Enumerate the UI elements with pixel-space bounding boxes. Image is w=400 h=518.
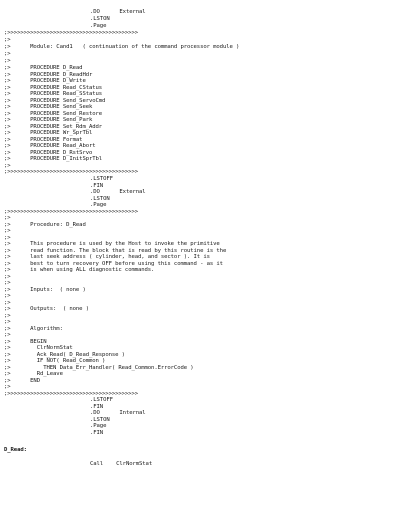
description-text: best to turn recovery OFF before using this command - as it <box>30 260 223 267</box>
procedure-row: ;> PROCEDURE Send_Park <box>4 117 93 123</box>
inputs-row: ;> Inputs: ( none ) <box>4 286 86 293</box>
description-row: ;> last seek address ( cylinder, head, and sector ). It is <box>4 254 210 260</box>
directive-line: .LSTON <box>90 416 110 423</box>
procedure-row: ;> PROCEDURE Read_Abort <box>4 143 96 149</box>
separator-line: ;>>>>>>>>>>>>>>>>>>>>>>>>>>>>>>>>>>>>>>>> <box>4 169 138 175</box>
algorithm-step-row: ;> THEN Data_Err_Handler( Read_Common.ErrorCode ) <box>4 364 194 371</box>
algorithm-step-row: ;> Rd_Leave <box>4 371 63 377</box>
algorithm-step: END <box>30 377 40 384</box>
procedure-decl: PROCEDURE Read_Abort <box>30 143 96 149</box>
comment-marker: ;> <box>4 228 11 234</box>
description-row: ;> is when using ALL diagnostic commands. <box>4 267 155 273</box>
procedure-decl: PROCEDURE Send_Park <box>30 117 93 123</box>
description-text: read function. The block that is read by this routine is the <box>30 247 227 254</box>
comment-marker: ;> <box>4 58 11 64</box>
comment-marker: ;> <box>4 273 11 280</box>
algorithm-step-row: ;> END <box>4 377 40 384</box>
procedure-row: ;> PROCEDURE Read_SStatus <box>4 91 103 97</box>
procedure-row: ;> PROCEDURE Read_CStatus <box>4 84 103 91</box>
comment-marker: ;> <box>4 312 11 319</box>
procedure-decl: PROCEDURE D_Read <box>30 65 83 71</box>
procedure-row: ;> PROCEDURE Send_ServoCmd <box>4 97 106 104</box>
description-text: last seek address ( cylinder, head, and sector ). It is <box>30 254 210 260</box>
directive-line: .DO External <box>90 9 146 15</box>
module-line: Module: Cand1 ( continuation of the command processor module ) <box>30 44 240 50</box>
procedure-row: ;> PROCEDURE Send_Seek <box>4 104 93 110</box>
procedure-decl: PROCEDURE D_RstSrvo <box>30 149 93 156</box>
comment-marker: ;> <box>4 37 11 43</box>
directive-line: .LSTON <box>90 195 110 202</box>
procedure-decl: PROCEDURE Send_Restore <box>30 110 103 117</box>
algorithm-step-row: ;> BEGIN <box>4 338 47 345</box>
procedure-title-row: ;> Procedure: D_Read <box>4 221 86 228</box>
procedure-decl: PROCEDURE Send_ServoCmd <box>30 97 106 104</box>
comment-marker: ;> <box>4 332 11 338</box>
procedure-decl: PROCEDURE D_ReadHdr <box>30 71 93 78</box>
outputs-text: Outputs: ( none ) <box>30 306 89 312</box>
algorithm-row: ;> Algorithm: <box>4 325 63 332</box>
directive-line: .FIN <box>90 182 104 189</box>
algorithm-step: Ack_Read( D_Read_Response ) <box>30 351 125 358</box>
inputs-text: Inputs: ( none ) <box>30 286 86 293</box>
description-text: is when using ALL diagnostic commands. <box>30 267 155 273</box>
directive-line: .FIN <box>90 429 104 436</box>
directive-line: .Page <box>90 423 107 429</box>
comment-marker: ;> <box>4 215 11 221</box>
description-row: ;> This procedure is used by the Host to invoke the primitive <box>4 241 220 247</box>
procedure-row: ;> PROCEDURE D_ReadHdr <box>4 71 93 78</box>
algorithm-step-row: ;> Ack_Read( D_Read_Response ) <box>4 351 125 358</box>
description-row: ;> read function. The block that is read by this routine is the <box>4 247 227 254</box>
comment-marker: ;> <box>4 319 11 325</box>
algorithm-step-row: ;> IF NOT( Read_Common ) <box>4 358 106 364</box>
procedure-decl: PROCEDURE Set_Rdm_Addr <box>30 123 103 130</box>
procedure-decl: PROCEDURE Read_CStatus <box>30 84 103 91</box>
directive-line: .Page <box>90 23 107 29</box>
procedure-row: ;> PROCEDURE D_InitSprTbl <box>4 156 103 162</box>
procedure-decl: PROCEDURE Read_SStatus <box>30 91 103 97</box>
comment-marker: ;> <box>4 299 11 306</box>
directive-line: .LSTON <box>90 16 110 22</box>
separator-line: ;>>>>>>>>>>>>>>>>>>>>>>>>>>>>>>>>>>>>>>>> <box>4 390 138 397</box>
procedure-row: ;> PROCEDURE D_Write <box>4 78 86 84</box>
procedure-decl: PROCEDURE Send_Seek <box>30 104 93 110</box>
directive-line: .DO Internal <box>90 410 146 416</box>
algorithm-step: BEGIN <box>30 338 47 345</box>
code-label: D_Read: <box>4 447 27 453</box>
algorithm-step: IF NOT( Read_Common ) <box>30 358 106 364</box>
directive-line: .LSTOFF <box>90 397 113 403</box>
comment-marker: ;> <box>4 162 11 169</box>
directive-line: .Page <box>90 202 107 208</box>
outputs-row: ;> Outputs: ( none ) <box>4 306 89 312</box>
algorithm-step: THEN Data_Err_Handler( Read_Common.ErrorCode ) <box>30 364 194 371</box>
module-line-row: ;> Module: Cand1 ( continuation of the command processor module ) <box>4 44 240 50</box>
comment-marker: ;> <box>4 51 11 57</box>
directive-line: .DO External <box>90 189 146 195</box>
algorithm-step-row: ;> ClrNormStat <box>4 345 73 351</box>
procedure-row: ;> PROCEDURE Send_Restore <box>4 110 103 117</box>
procedure-decl: PROCEDURE D_Write <box>30 78 86 84</box>
comment-marker: ;> <box>4 293 11 299</box>
procedure-row: ;> PROCEDURE Wr_SprTbl <box>4 130 93 136</box>
separator-line: ;>>>>>>>>>>>>>>>>>>>>>>>>>>>>>>>>>>>>>>>> <box>4 30 138 36</box>
comment-marker: ;> <box>4 384 11 390</box>
procedure-decl: PROCEDURE Format <box>30 136 83 143</box>
procedure-row: ;> PROCEDURE D_RstSrvo <box>4 149 93 156</box>
algorithm-heading: Algorithm: <box>30 325 63 332</box>
algorithm-step: ClrNormStat <box>30 345 73 351</box>
directive-line: .LSTOFF <box>90 176 113 182</box>
description-text: This procedure is used by the Host to invoke the primitive <box>30 241 220 247</box>
algorithm-step: Rd_Leave <box>30 371 63 377</box>
directive-line: .FIN <box>90 403 104 410</box>
description-row: ;> best to turn recovery OFF before using this command - as it <box>4 260 223 267</box>
procedure-row: ;> PROCEDURE Set_Rdm_Addr <box>4 123 103 130</box>
procedure-title: Procedure: D_Read <box>30 221 86 228</box>
procedure-row: ;> PROCEDURE Format <box>4 136 83 143</box>
comment-marker: ;> <box>4 234 11 241</box>
code-line: Call ClrNormStat <box>90 461 153 467</box>
procedure-row: ;> PROCEDURE D_Read <box>4 65 83 71</box>
procedure-decl: PROCEDURE Wr_SprTbl <box>30 130 93 136</box>
procedure-decl: PROCEDURE D_InitSprTbl <box>30 156 103 162</box>
separator-line: ;>>>>>>>>>>>>>>>>>>>>>>>>>>>>>>>>>>>>>>>> <box>4 208 138 215</box>
comment-marker: ;> <box>4 280 11 286</box>
